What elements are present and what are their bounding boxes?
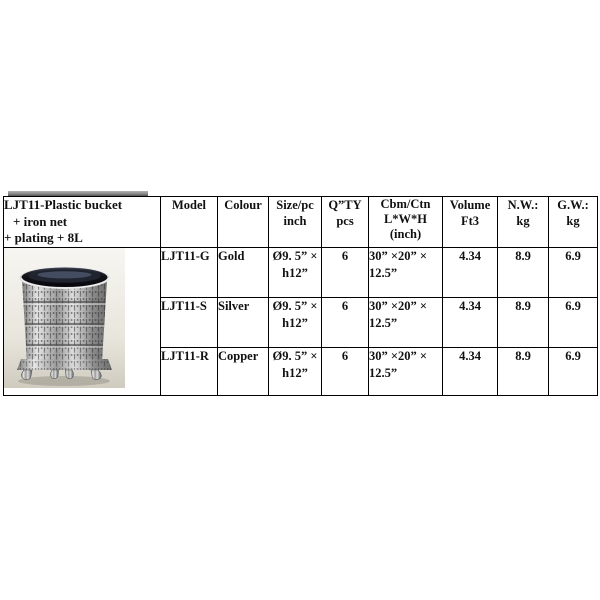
header-colour: Colour — [218, 197, 269, 248]
product-photo-cell — [4, 248, 161, 396]
header-nw-line: kg — [516, 214, 530, 228]
header-volume-line: Ft3 — [460, 214, 480, 228]
header-qty-line: pcs — [336, 214, 354, 228]
cell-cbm-line: 30” ×20” × — [369, 249, 427, 263]
cell-size-line: h12” — [282, 266, 308, 280]
header-size-line: inch — [283, 214, 307, 228]
header-nw — [498, 197, 549, 248]
cell-size — [269, 248, 322, 298]
cell-cbm-line: 12.5” — [369, 366, 398, 380]
header-qty-line: Q”TY — [328, 198, 362, 212]
cell-nw: 8.9 — [498, 248, 549, 298]
product-photo — [4, 248, 125, 388]
cell-volume: 4.34 — [443, 248, 498, 298]
cell-gw: 6.9 — [549, 348, 598, 396]
cell-size-line: Ø9. 5” × — [272, 249, 318, 263]
header-gw-line: G.W.: — [557, 198, 589, 212]
header-model: Model — [161, 197, 218, 248]
cell-gw: 6.9 — [549, 248, 598, 298]
cell-cbm — [369, 248, 443, 298]
header-volume-line: Volume — [449, 198, 491, 212]
header-qty — [322, 197, 369, 248]
cell-colour: Silver — [218, 298, 269, 348]
cell-model: LJT11-S — [161, 298, 218, 348]
header-gw — [549, 197, 598, 248]
header-cbm-line: Cbm/Ctn — [380, 197, 431, 211]
cell-qty: 6 — [322, 248, 369, 298]
bucket-rim-gloss — [38, 271, 92, 278]
cell-colour: Gold — [218, 248, 269, 298]
cell-size-line: h12” — [282, 316, 308, 330]
header-size — [269, 197, 322, 248]
cell-colour: Copper — [218, 348, 269, 396]
cell-size-line: Ø9. 5” × — [272, 299, 318, 313]
header-nw-line: N.W.: — [507, 198, 539, 212]
cell-cbm — [369, 298, 443, 348]
cell-gw: 6.9 — [549, 298, 598, 348]
product-description-line: + plating + 8L — [4, 230, 83, 245]
cell-cbm-line: 12.5” — [369, 266, 398, 280]
table-row-gold — [4, 248, 598, 298]
cell-qty: 6 — [322, 298, 369, 348]
header-cbm-line: L*W*H — [383, 212, 428, 226]
cell-size-line: Ø9. 5” × — [272, 349, 318, 363]
product-description-line: + iron net — [13, 213, 68, 229]
cell-nw: 8.9 — [498, 348, 549, 396]
cell-cbm-line: 30” ×20” × — [369, 349, 427, 363]
cell-volume: 4.34 — [443, 298, 498, 348]
header-gw-line: kg — [566, 214, 580, 228]
product-description-line: LJT11-Plastic bucket — [4, 197, 123, 212]
cell-qty: 6 — [322, 348, 369, 396]
cell-model: LJT11-R — [161, 348, 218, 396]
cell-model: LJT11-G — [161, 248, 218, 298]
header-size-line: Size/pc — [276, 198, 314, 212]
product-spec-table — [3, 196, 598, 396]
cell-size — [269, 298, 322, 348]
header-cbm — [369, 197, 443, 248]
table-header-row — [4, 197, 598, 248]
cell-cbm-line: 12.5” — [369, 316, 398, 330]
cell-size — [269, 348, 322, 396]
cell-nw: 8.9 — [498, 298, 549, 348]
cell-cbm-line: 30” ×20” × — [369, 299, 427, 313]
cell-volume: 4.34 — [443, 348, 498, 396]
cell-cbm — [369, 348, 443, 396]
header-cbm-line: (inch) — [389, 227, 422, 241]
product-description-cell — [4, 197, 161, 248]
cell-size-line: h12” — [282, 366, 308, 380]
header-volume — [443, 197, 498, 248]
